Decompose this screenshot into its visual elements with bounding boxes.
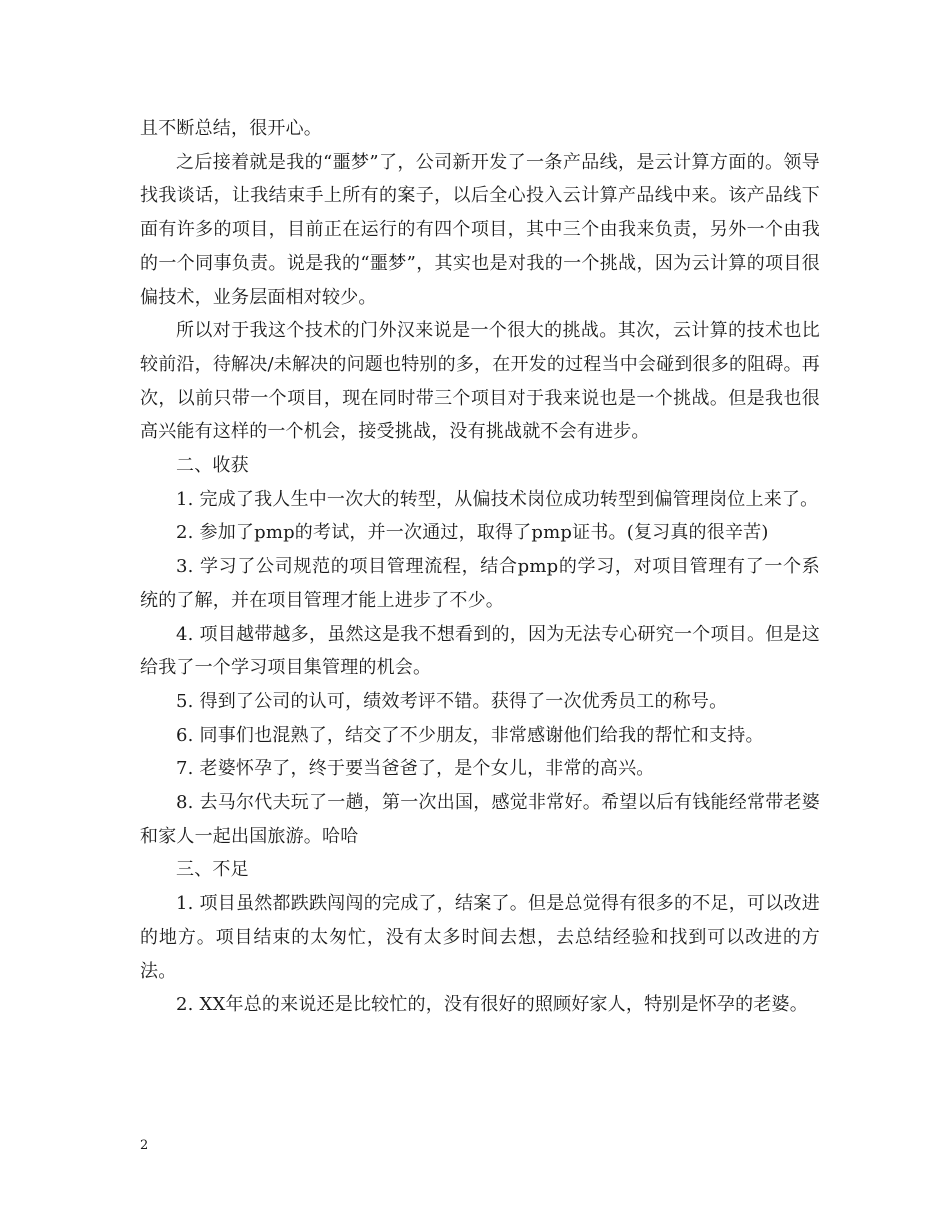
gain-item-5: 5. 得到了公司的认可，绩效考评不错。获得了一次优秀员工的称号。 — [176, 690, 728, 712]
gain-item-6: 6. 同事们也混熟了，结交了不少朋友，非常感谢他们给我的帮忙和支持。 — [176, 724, 764, 746]
gain-item-3: 3. 学习了公司规范的项目管理流程，结合pmp的学习，对项目管理有了一个系统的了解，并在项目管理才能上进步了不少。 — [140, 556, 820, 611]
gain-item-7: 7. 老婆怀孕了，终于要当爸爸了，是个女儿，非常的高兴。 — [176, 758, 655, 780]
page-number: 2 — [140, 1138, 149, 1153]
gain-item-1: 1. 完成了我人生中一次大的转型，从偏技术岗位成功转型到偏管理岗位上来了。 — [176, 488, 819, 510]
section-heading-gains: 二、收获 — [176, 455, 249, 477]
paragraph-cloud-project: 之后接着就是我的“噩梦”了，公司新开发了一条产品线，是云计算方面的。领导找我谈话，让我结束手上所有的案子，以后全心投入云计算产品线中来。该产品线下面有许多的项目，目前正在运行的有四个项目，其中三个由我来负责，另外一个由我的一个同事负责。说是我的“噩梦”，其实也是对我的一个挑战，因为云计算的项目很偏技术，业务层面相对较少。 — [140, 151, 820, 308]
paragraph-continuation: 且不断总结，很开心。 — [140, 118, 322, 139]
shortcoming-item-1: 1. 项目虽然都跌跌闯闯的完成了，结案了。但是总觉得有很多的不足，可以改进的地方。项目结束的太匆忙，没有太多时间去想，去总结经验和找到可以改进的方法。 — [140, 893, 820, 982]
gain-item-2: 2. 参加了pmp的考试，并一次通过，取得了pmp证书。(复习真的很辛苦) — [176, 522, 769, 544]
paragraph-challenge: 所以对于我这个技术的门外汉来说是一个很大的挑战。其次，云计算的技术也比较前沿，待解决/未解决的问题也特别的多，在开发的过程当中会碰到很多的阻碍。再次，以前只带一个项目，现在同时带三个项目对于我来说也是一个挑战。但是我也很高兴能有这样的一个机会，接受挑战，没有挑战就不会有进步。 — [140, 320, 820, 443]
gain-item-4: 4. 项目越带越多，虽然这是我不想看到的，因为无法专心研究一个项目。但是这给我了一个学习项目集管理的机会。 — [140, 623, 820, 679]
section-heading-shortcomings: 三、不足 — [176, 859, 249, 881]
gain-item-8: 8. 去马尔代夫玩了一趟，第一次出国，感觉非常好。希望以后有钱能经常带老婆和家人一起出国旅游。哈哈 — [140, 792, 820, 847]
document-page — [140, 112, 820, 1022]
shortcoming-item-2: 2. XX年总的来说还是比较忙的，没有很好的照顾好家人，特别是怀孕的老婆。 — [176, 994, 808, 1016]
